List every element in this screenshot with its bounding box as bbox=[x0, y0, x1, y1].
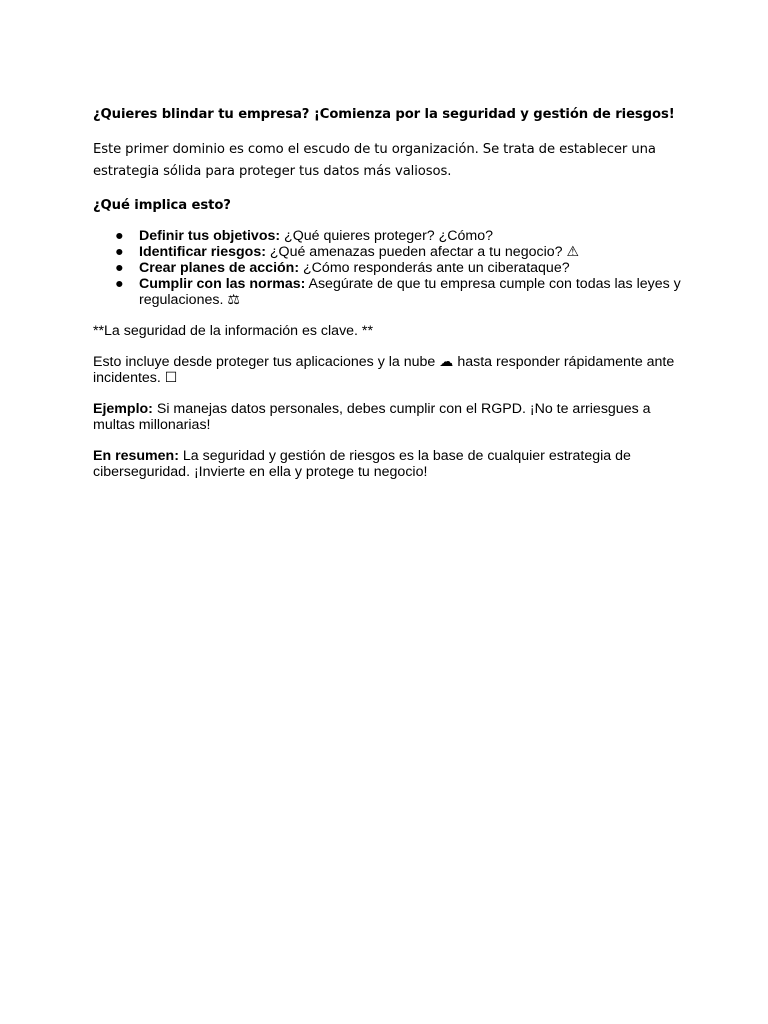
document-heading: ¿Quieres blindar tu empresa? ¡Comienza por la seguridad y gestión de riesgos! bbox=[93, 107, 675, 122]
section-subheading: ¿Qué implica esto? bbox=[93, 198, 231, 213]
example-label: Ejemplo: bbox=[93, 401, 153, 417]
objectives-list bbox=[93, 228, 693, 308]
list-item-text: ¿Qué amenazas pueden afectar a tu negocio? ⚠ bbox=[265, 244, 580, 260]
summary-paragraph bbox=[93, 448, 693, 480]
list-item-text: Asegúrate de que tu empresa cumple con todas las leyes y regulaciones. ⚖ bbox=[139, 276, 681, 308]
list-item-text: ¿Cómo responderás ante un ciberataque? bbox=[299, 260, 570, 276]
list-item bbox=[93, 276, 693, 308]
list-item bbox=[93, 228, 693, 244]
list-item-label: Identificar riesgos: bbox=[139, 244, 266, 260]
list-item bbox=[93, 260, 693, 276]
body-section bbox=[93, 228, 693, 480]
list-item-label: Definir tus objetivos: bbox=[139, 228, 281, 244]
list-item-label: Cumplir con las normas: bbox=[139, 276, 306, 292]
bullet-icon: ● bbox=[115, 244, 124, 260]
document-content bbox=[93, 104, 693, 480]
bullet-icon: ● bbox=[115, 276, 124, 292]
example-text: Si manejas datos personales, debes cumplir con el RGPD. ¡No te arriesgues a multas millonarias! bbox=[93, 401, 651, 433]
summary-label: En resumen: bbox=[93, 448, 179, 464]
key-statement: **La seguridad de la información es clave. ** bbox=[93, 323, 373, 339]
list-item bbox=[93, 244, 693, 260]
scope-paragraph: Esto incluye desde proteger tus aplicaciones y la nube ☁ hasta responder rápidamente ante incidentes. ☐ bbox=[93, 354, 675, 386]
list-item-label: Crear planes de acción: bbox=[139, 260, 300, 276]
bullet-icon: ● bbox=[115, 228, 124, 244]
intro-paragraph: Este primer dominio es como el escudo de tu organización. Se trata de establecer una estrategia sólida para proteger tus datos más valiosos. bbox=[93, 142, 656, 179]
example-paragraph bbox=[93, 401, 693, 433]
bullet-icon: ● bbox=[115, 260, 124, 276]
list-item-text: ¿Qué quieres proteger? ¿Cómo? bbox=[280, 228, 494, 244]
intro-section bbox=[93, 104, 693, 217]
summary-text: La seguridad y gestión de riesgos es la base de cualquier estrategia de ciberseguridad. ¡Invierte en ella y protege tu negocio! bbox=[93, 448, 631, 480]
